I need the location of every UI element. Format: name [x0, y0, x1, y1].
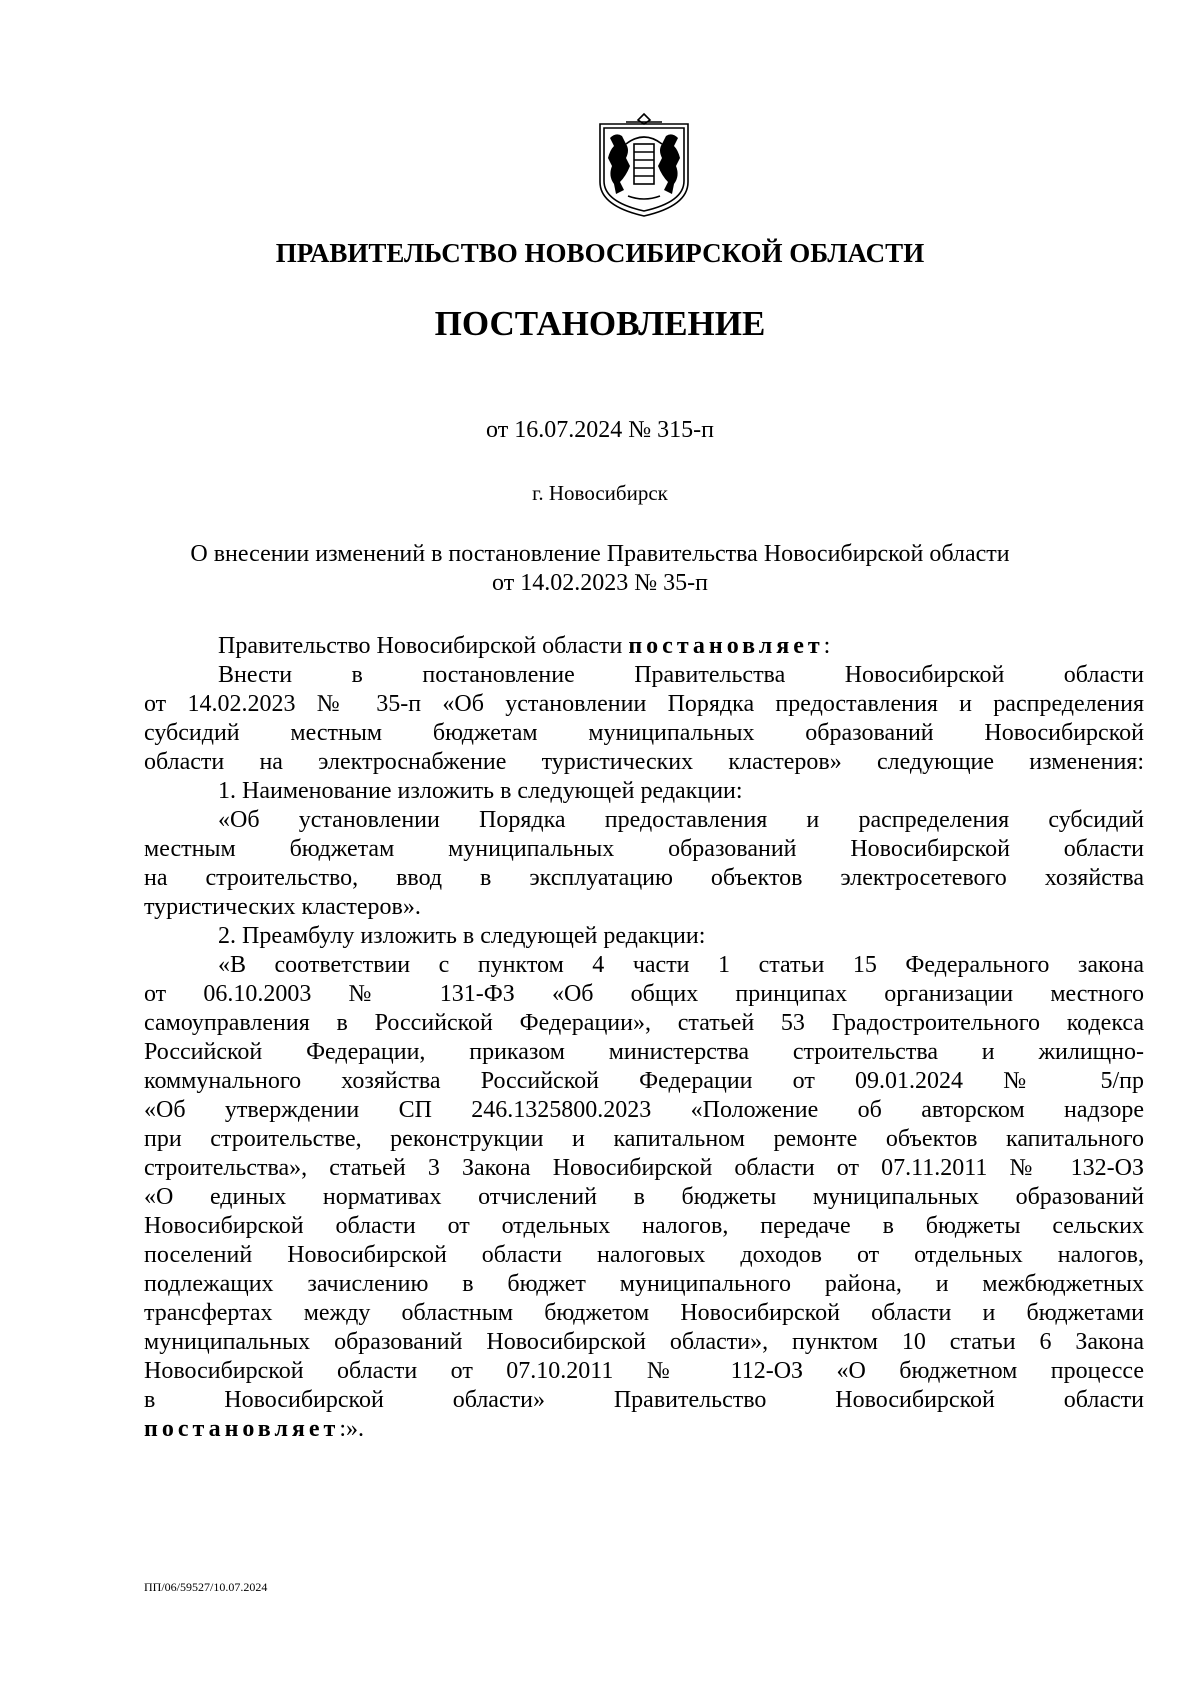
- decree-keyword: постановляет: [144, 1416, 340, 1442]
- body-line: поселений Новосибирской области налоговых доходов от отдельных налогов,: [144, 1242, 1144, 1268]
- subject-line: О внесении изменений в постановление Правительства Новосибирской области: [190, 541, 1010, 567]
- decree-intro: [218, 632, 1144, 661]
- body-line: коммунального хозяйства Российской Федерации от 09.01.2024 № 5/пр: [144, 1068, 1144, 1094]
- body-final-line: [144, 1415, 1144, 1444]
- body-line: «В соответствии с пунктом 4 части 1 статьи 15 Федерального закона: [218, 952, 1144, 978]
- city: г. Новосибирск: [532, 481, 668, 505]
- body-line: субсидий местным бюджетам муниципальных образований Новосибирской: [144, 720, 1144, 746]
- coat-of-arms-icon: [596, 110, 692, 218]
- decree-intro-text: Правительство Новосибирской области: [218, 633, 629, 659]
- date-and-number: от 16.07.2024 № 315-п: [486, 417, 714, 443]
- body-line: подлежащих зачислению в бюджет муниципального района, и межбюджетных: [144, 1271, 1144, 1297]
- body-line: «О единых нормативах отчислений в бюджеты муниципальных образований: [144, 1184, 1144, 1210]
- body-line: от 14.02.2023 № 35-п «Об установлении Порядка предоставления и распределения: [144, 691, 1144, 717]
- subject-line: от 14.02.2023 № 35-п: [492, 570, 708, 596]
- body-line: местным бюджетам муниципальных образований Новосибирской области: [144, 836, 1144, 862]
- document-code: ПП/06/59527/10.07.2024: [144, 1580, 268, 1594]
- decree-closing: :».: [339, 1416, 364, 1442]
- body-line: «Об установлении Порядка предоставления и распределения субсидий: [218, 807, 1144, 833]
- body-line: самоуправления в Российской Федерации», статьей 53 Градостроительного кодекса: [144, 1010, 1144, 1036]
- body-line: муниципальных образований Новосибирской области», пунктом 10 статьи 6 Закона: [144, 1329, 1144, 1355]
- body-line: Новосибирской области от 07.10.2011 № 112-ОЗ «О бюджетном процессе: [144, 1358, 1144, 1384]
- body-line: области на электроснабжение туристических кластеров» следующие изменения:: [144, 749, 1144, 775]
- decree-keyword: постановляет: [628, 633, 824, 659]
- body-line: туристических кластеров».: [144, 894, 421, 920]
- body-line: 1. Наименование изложить в следующей редакции:: [218, 778, 743, 804]
- body-line: Новосибирской области от отдельных налогов, передаче в бюджеты сельских: [144, 1213, 1144, 1239]
- body-line: «Об утверждении СП 246.1325800.2023 «Положение об авторском надзоре: [144, 1097, 1144, 1123]
- government-name: ПРАВИТЕЛЬСТВО НОВОСИБИРСКОЙ ОБЛАСТИ: [275, 238, 925, 268]
- body-line: 2. Преамбулу изложить в следующей редакции:: [218, 923, 706, 949]
- body-line: строительства», статьей 3 Закона Новосибирской области от 07.11.2011 № 132-ОЗ: [144, 1155, 1144, 1181]
- body-line: Внести в постановление Правительства Новосибирской области: [218, 662, 1144, 688]
- body-line: Российской Федерации, приказом министерства строительства и жилищно-: [144, 1039, 1144, 1065]
- body-line: на строительство, ввод в эксплуатацию объектов электросетевого хозяйства: [144, 865, 1144, 891]
- decree-colon: :: [823, 633, 831, 659]
- document-type: ПОСТАНОВЛЕНИЕ: [434, 304, 766, 343]
- body-line: при строительстве, реконструкции и капитальном ремонте объектов капитального: [144, 1126, 1144, 1152]
- body-line: в Новосибирской области» Правительство Новосибирской области: [144, 1387, 1144, 1413]
- body-line: трансфертах между областным бюджетом Новосибирской области и бюджетами: [144, 1300, 1144, 1326]
- body-line: от 06.10.2003 № 131-ФЗ «Об общих принципах организации местного: [144, 981, 1144, 1007]
